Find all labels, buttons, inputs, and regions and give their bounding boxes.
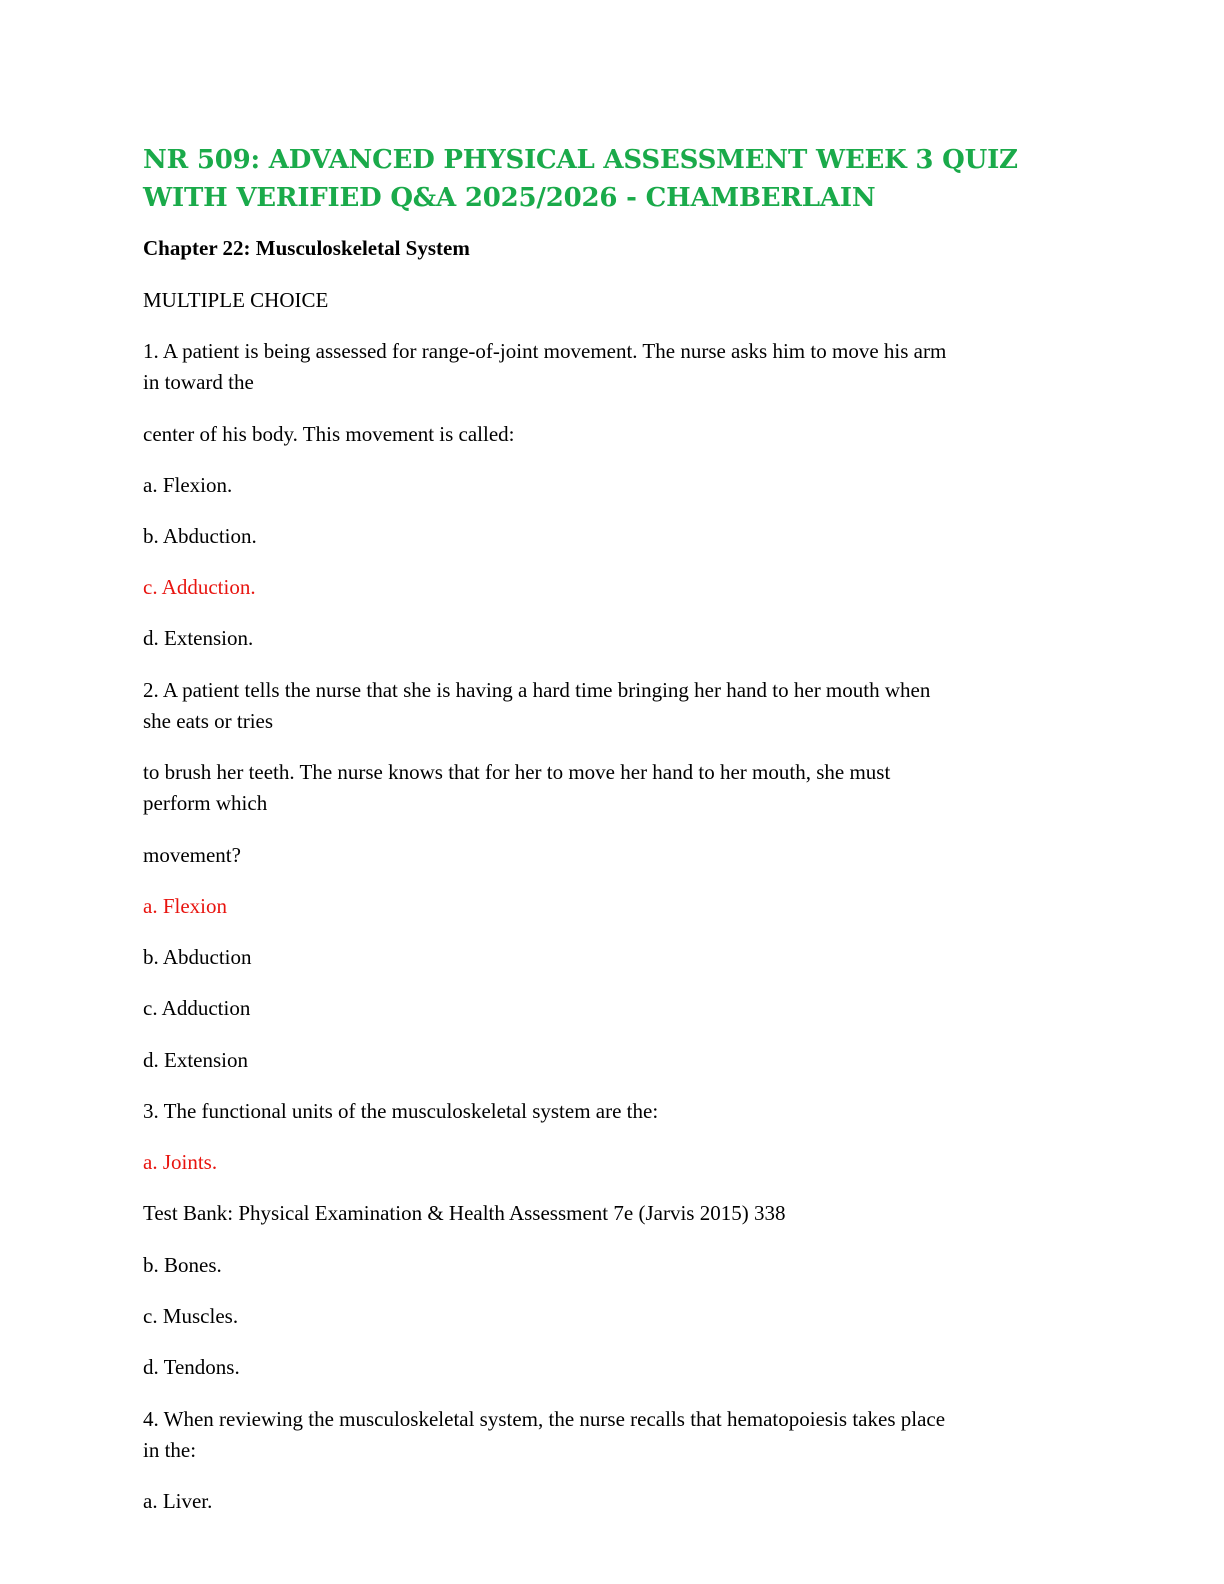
q2-option-b: b. Abduction bbox=[143, 945, 252, 969]
q2-stem-line-2: she eats or tries bbox=[143, 709, 274, 733]
q2-stem-line-4: perform which bbox=[143, 791, 268, 815]
q1-stem-line-2: in toward the bbox=[143, 370, 254, 394]
q2-stem-line-1: 2. A patient tells the nurse that she is having a hard time bringing her hand to her mouth when bbox=[143, 678, 931, 702]
q1-option-a: a. Flexion. bbox=[143, 473, 233, 497]
chapter-heading: Chapter 22: Musculoskeletal System bbox=[143, 236, 470, 260]
q1-stem-line-3: center of his body. This movement is called: bbox=[143, 422, 515, 446]
q4-stem-line-1: 4. When reviewing the musculoskeletal system, the nurse recalls that hematopoiesis takes place bbox=[143, 1407, 946, 1431]
q2-stem-line-5: movement? bbox=[143, 843, 241, 867]
title-line-2: WITH VERIFIED Q&A 2025/2026 - CHAMBERLAIN bbox=[143, 183, 876, 213]
q3-option-b: b. Bones. bbox=[143, 1253, 222, 1277]
q3-option-c: c. Muscles. bbox=[143, 1304, 239, 1328]
q3-option-d: d. Tendons. bbox=[143, 1355, 240, 1379]
document-title bbox=[143, 141, 1103, 217]
q1-stem-line-1: 1. A patient is being assessed for range-of-joint movement. The nurse asks him to move his arm bbox=[143, 339, 947, 363]
q3-source-note: Test Bank: Physical Examination & Health Assessment 7e (Jarvis 2015) 338 bbox=[143, 1201, 786, 1225]
title-line-1: NR 509: ADVANCED PHYSICAL ASSESSMENT WEEK 3 QUIZ bbox=[143, 145, 1018, 175]
q3-option-a-correct-answer: a. Joints. bbox=[143, 1150, 218, 1174]
q2-stem-line-3: to brush her teeth. The nurse knows that for her to move her hand to her mouth, she must bbox=[143, 760, 891, 784]
q1-option-c-correct-answer: c. Adduction. bbox=[143, 575, 256, 599]
q1-option-b: b. Abduction. bbox=[143, 524, 257, 548]
q1-option-d: d. Extension. bbox=[143, 626, 254, 650]
q2-option-a-correct-answer: a. Flexion bbox=[143, 894, 227, 918]
section-heading: MULTIPLE CHOICE bbox=[143, 288, 329, 312]
q3-stem-line-1: 3. The functional units of the musculoskeletal system are the: bbox=[143, 1099, 659, 1123]
q2-option-c: c. Adduction bbox=[143, 996, 251, 1020]
q2-option-d: d. Extension bbox=[143, 1048, 248, 1072]
q4-stem-line-2: in the: bbox=[143, 1438, 197, 1462]
q4-option-a: a. Liver. bbox=[143, 1489, 213, 1513]
